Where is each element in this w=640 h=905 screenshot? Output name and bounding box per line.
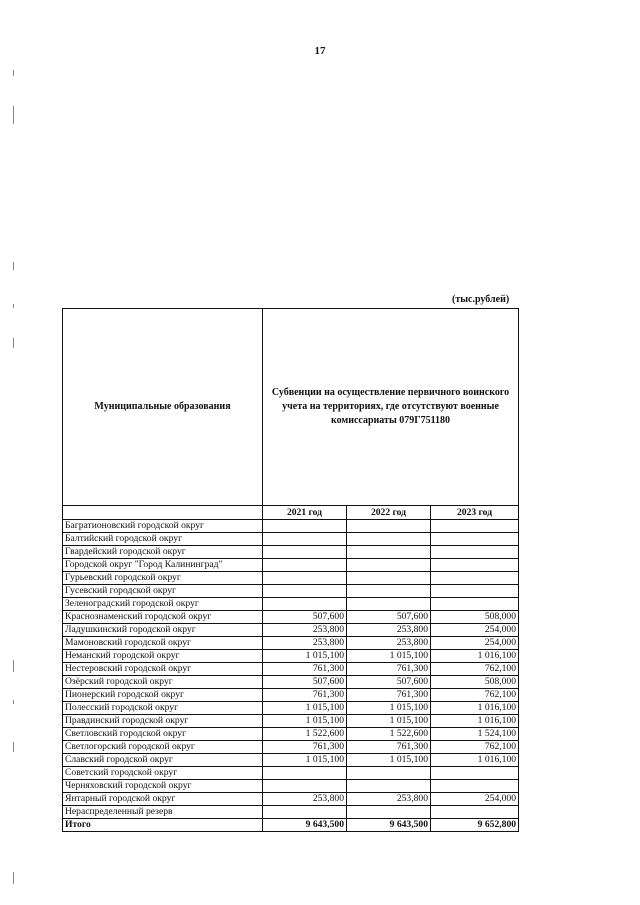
value-2022-cell	[347, 767, 431, 780]
value-2021-cell	[263, 767, 347, 780]
table-row	[63, 520, 519, 533]
municipality-name-cell: Гусевский городской округ	[63, 585, 263, 598]
table-row	[63, 676, 519, 689]
margin-mark	[13, 304, 14, 308]
value-2021-cell	[263, 533, 347, 546]
value-2023-cell: 254,000	[431, 793, 519, 806]
value-2022-cell: 761,300	[347, 741, 431, 754]
municipality-name-cell: Мамоновский городской округ	[63, 637, 263, 650]
value-2023-cell: 762,100	[431, 663, 519, 676]
table-row	[63, 650, 519, 663]
value-2023-cell: 1 524,100	[431, 728, 519, 741]
value-2021-cell: 761,300	[263, 741, 347, 754]
value-2023-cell	[431, 806, 519, 819]
table-row	[63, 546, 519, 559]
municipality-name-cell: Балтийский городской округ	[63, 533, 263, 546]
municipality-name-cell: Ладушкинский городской округ	[63, 624, 263, 637]
value-2021-cell: 507,600	[263, 611, 347, 624]
value-2021-cell	[263, 546, 347, 559]
value-2022-cell: 1 015,100	[347, 754, 431, 767]
margin-mark	[13, 262, 14, 270]
value-2022-cell	[347, 546, 431, 559]
value-2022-cell: 253,800	[347, 624, 431, 637]
table-row	[63, 806, 519, 819]
value-2023-cell: 508,000	[431, 676, 519, 689]
municipality-name-cell: Черняховский городской округ	[63, 780, 263, 793]
value-2021-cell: 1 522,600	[263, 728, 347, 741]
municipality-name-cell: Янтарный городской округ	[63, 793, 263, 806]
value-2022-cell: 761,300	[347, 663, 431, 676]
total-row	[63, 819, 519, 832]
value-2021-cell	[263, 559, 347, 572]
value-2023-cell	[431, 559, 519, 572]
value-2022-cell: 507,600	[347, 676, 431, 689]
table-row	[63, 767, 519, 780]
subsidy-column-header: Субвенции на осуществление первичного воинского учета на территориях, где отсутствуют военные комиссариаты 079Г751180	[263, 309, 519, 506]
value-2023-cell: 762,100	[431, 741, 519, 754]
margin-mark	[13, 742, 14, 752]
year-header-2023: 2023 год	[431, 506, 519, 520]
municipality-name-cell: Краснознаменский городской округ	[63, 611, 263, 624]
municipality-name-cell: Советский городской округ	[63, 767, 263, 780]
table-row	[63, 637, 519, 650]
municipality-name-cell: Светловский городской округ	[63, 728, 263, 741]
value-2022-cell: 253,800	[347, 637, 431, 650]
year-header-2022: 2022 год	[347, 506, 431, 520]
municipality-name-cell: Нестеровский городской округ	[63, 663, 263, 676]
municipality-name-cell: Городской округ "Город Калининград"	[63, 559, 263, 572]
value-2023-cell: 254,000	[431, 624, 519, 637]
value-2021-cell	[263, 780, 347, 793]
table-row	[63, 611, 519, 624]
page-number: 17	[314, 45, 326, 57]
municipal-column-header: Муниципальные образования	[63, 309, 263, 506]
subsidy-table	[62, 308, 519, 832]
total-2023-cell: 9 652,800	[431, 819, 519, 832]
years-header-empty	[63, 506, 263, 520]
table-row	[63, 715, 519, 728]
municipality-name-cell: Гвардейский городской округ	[63, 546, 263, 559]
municipality-name-cell: Озёрский городской округ	[63, 676, 263, 689]
value-2023-cell: 1 016,100	[431, 650, 519, 663]
value-2022-cell	[347, 780, 431, 793]
value-2023-cell	[431, 572, 519, 585]
value-2022-cell	[347, 572, 431, 585]
value-2022-cell	[347, 520, 431, 533]
total-2021-cell: 9 643,500	[263, 819, 347, 832]
value-2022-cell	[347, 559, 431, 572]
value-2022-cell: 1 015,100	[347, 650, 431, 663]
value-2022-cell: 1 522,600	[347, 728, 431, 741]
value-2022-cell	[347, 585, 431, 598]
municipality-name-cell: Светлогорский городской округ	[63, 741, 263, 754]
value-2022-cell: 507,600	[347, 611, 431, 624]
unit-label: (тыс.рублей)	[452, 294, 510, 305]
value-2022-cell: 1 015,100	[347, 715, 431, 728]
value-2022-cell	[347, 806, 431, 819]
value-2023-cell: 1 016,100	[431, 715, 519, 728]
table-row	[63, 624, 519, 637]
value-2023-cell	[431, 780, 519, 793]
table-row	[63, 533, 519, 546]
value-2021-cell: 1 015,100	[263, 702, 347, 715]
table-row	[63, 689, 519, 702]
years-header-row	[63, 506, 519, 520]
margin-mark	[13, 872, 14, 884]
year-header-2021: 2021 год	[263, 506, 347, 520]
table-row	[63, 663, 519, 676]
value-2021-cell	[263, 585, 347, 598]
municipality-name-cell: Неманский городской округ	[63, 650, 263, 663]
value-2023-cell: 762,100	[431, 689, 519, 702]
value-2021-cell	[263, 806, 347, 819]
value-2022-cell: 253,800	[347, 793, 431, 806]
margin-mark	[13, 106, 14, 124]
municipality-name-cell: Гурьевский городской округ	[63, 572, 263, 585]
value-2021-cell: 1 015,100	[263, 715, 347, 728]
value-2021-cell: 1 015,100	[263, 650, 347, 663]
table-row	[63, 585, 519, 598]
municipality-name-cell: Зеленоградский городской округ	[63, 598, 263, 611]
value-2021-cell	[263, 598, 347, 611]
total-label-cell: Итого	[63, 819, 263, 832]
value-2022-cell: 761,300	[347, 689, 431, 702]
value-2023-cell: 1 016,100	[431, 754, 519, 767]
value-2021-cell	[263, 572, 347, 585]
margin-mark	[13, 700, 14, 704]
value-2022-cell	[347, 598, 431, 611]
municipality-name-cell: Полесский городской округ	[63, 702, 263, 715]
table-row	[63, 728, 519, 741]
value-2021-cell: 761,300	[263, 689, 347, 702]
margin-mark	[13, 660, 14, 672]
value-2021-cell: 507,600	[263, 676, 347, 689]
table-row	[63, 780, 519, 793]
value-2023-cell	[431, 767, 519, 780]
value-2023-cell	[431, 598, 519, 611]
value-2022-cell	[347, 533, 431, 546]
municipality-name-cell: Славский городской округ	[63, 754, 263, 767]
value-2023-cell	[431, 546, 519, 559]
value-2021-cell: 761,300	[263, 663, 347, 676]
table-row	[63, 741, 519, 754]
value-2023-cell: 508,000	[431, 611, 519, 624]
value-2021-cell	[263, 520, 347, 533]
table-row	[63, 702, 519, 715]
subsidy-table-container	[62, 308, 518, 832]
table-row	[63, 598, 519, 611]
value-2023-cell: 1 016,100	[431, 702, 519, 715]
margin-mark	[13, 70, 14, 76]
table-row	[63, 793, 519, 806]
value-2021-cell: 253,800	[263, 637, 347, 650]
table-row	[63, 572, 519, 585]
municipality-name-cell: Багратионовский городской округ	[63, 520, 263, 533]
municipality-name-cell: Пионерский городской округ	[63, 689, 263, 702]
value-2023-cell	[431, 533, 519, 546]
table-header-row	[63, 309, 519, 506]
value-2023-cell	[431, 585, 519, 598]
margin-mark	[13, 338, 14, 348]
total-2022-cell: 9 643,500	[347, 819, 431, 832]
value-2022-cell: 1 015,100	[347, 702, 431, 715]
value-2023-cell	[431, 520, 519, 533]
municipality-name-cell: Правдинский городской округ	[63, 715, 263, 728]
value-2021-cell: 1 015,100	[263, 754, 347, 767]
table-row	[63, 754, 519, 767]
value-2021-cell: 253,800	[263, 793, 347, 806]
value-2023-cell: 254,000	[431, 637, 519, 650]
municipality-name-cell: Нераспределенный резерв	[63, 806, 263, 819]
value-2021-cell: 253,800	[263, 624, 347, 637]
table-row	[63, 559, 519, 572]
